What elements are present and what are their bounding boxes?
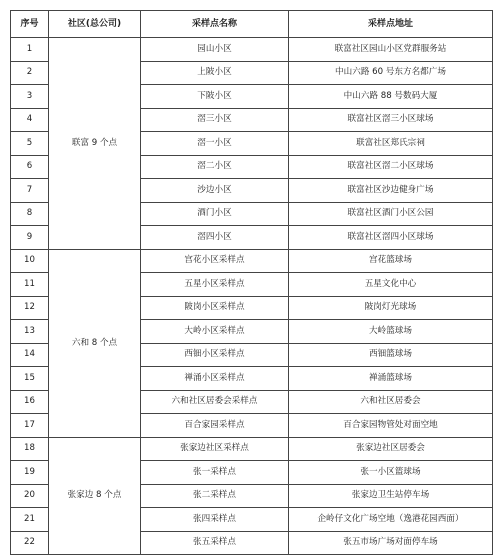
row-number: 22	[11, 531, 49, 555]
site-address: 企岭仔文化广场空地（逸港花园西面）	[289, 508, 493, 532]
row-number: 17	[11, 414, 49, 438]
site-name: 百合家园采样点	[141, 414, 289, 438]
site-name: 园山小区	[141, 38, 289, 62]
site-address: 西钿篮球场	[289, 343, 493, 367]
site-address: 张家边社区居委会	[289, 437, 493, 461]
row-number: 19	[11, 461, 49, 485]
site-address: 联富社区酒门小区公园	[289, 202, 493, 226]
site-address: 联富社区滘三小区球场	[289, 108, 493, 132]
community-cell: 六和 8 个点	[49, 249, 141, 437]
site-name: 六和社区居委会采样点	[141, 390, 289, 414]
site-name: 张家边社区采样点	[141, 437, 289, 461]
site-name: 西钿小区采样点	[141, 343, 289, 367]
row-number: 5	[11, 132, 49, 156]
site-name: 五星小区采样点	[141, 273, 289, 297]
row-number: 14	[11, 343, 49, 367]
row-number: 13	[11, 320, 49, 344]
site-name: 滘三小区	[141, 108, 289, 132]
site-name: 张四采样点	[141, 508, 289, 532]
table-header-row	[11, 11, 493, 38]
site-name: 酒门小区	[141, 202, 289, 226]
row-number: 12	[11, 296, 49, 320]
site-name: 沙边小区	[141, 179, 289, 203]
site-name: 张五采样点	[141, 531, 289, 555]
site-name: 张一采样点	[141, 461, 289, 485]
site-address: 张家边卫生站停车场	[289, 484, 493, 508]
header-community: 社区(总公司)	[49, 11, 141, 38]
site-address: 联富社区滘四小区球场	[289, 226, 493, 250]
table-row	[11, 437, 493, 461]
site-address: 大岭篮球场	[289, 320, 493, 344]
site-name: 陂岗小区采样点	[141, 296, 289, 320]
row-number: 20	[11, 484, 49, 508]
site-address: 六和社区居委会	[289, 390, 493, 414]
site-name: 禅涌小区采样点	[141, 367, 289, 391]
row-number: 18	[11, 437, 49, 461]
site-name: 张二采样点	[141, 484, 289, 508]
row-number: 15	[11, 367, 49, 391]
row-number: 8	[11, 202, 49, 226]
row-number: 10	[11, 249, 49, 273]
header-site-name: 采样点名称	[141, 11, 289, 38]
site-name: 大岭小区采样点	[141, 320, 289, 344]
site-name: 滘四小区	[141, 226, 289, 250]
site-address: 联富社区郑氏宗祠	[289, 132, 493, 156]
row-number: 4	[11, 108, 49, 132]
header-no: 序号	[11, 11, 49, 38]
site-name: 滘二小区	[141, 155, 289, 179]
site-address: 宫花篮球场	[289, 249, 493, 273]
site-name: 上陂小区	[141, 61, 289, 85]
site-address: 五星文化中心	[289, 273, 493, 297]
row-number: 6	[11, 155, 49, 179]
site-address: 陂岗灯光球场	[289, 296, 493, 320]
site-address: 中山六路 60 号东方名都广场	[289, 61, 493, 85]
site-address: 联富社区滘二小区球场	[289, 155, 493, 179]
row-number: 9	[11, 226, 49, 250]
row-number: 7	[11, 179, 49, 203]
site-address: 百合家园物管处对面空地	[289, 414, 493, 438]
site-address: 张一小区篮球场	[289, 461, 493, 485]
table-row	[11, 249, 493, 273]
row-number: 11	[11, 273, 49, 297]
table-body	[11, 38, 493, 555]
sampling-sites-table	[10, 10, 493, 555]
row-number: 1	[11, 38, 49, 62]
row-number: 21	[11, 508, 49, 532]
site-address: 中山六路 88 号数码大厦	[289, 85, 493, 109]
sampling-sites-table-container	[10, 10, 492, 555]
site-address: 联富社区园山小区党群服务站	[289, 38, 493, 62]
site-address: 禅涌篮球场	[289, 367, 493, 391]
site-name: 宫花小区采样点	[141, 249, 289, 273]
community-cell: 张家边 8 个点	[49, 437, 141, 555]
table-row	[11, 38, 493, 62]
header-site-address: 采样点地址	[289, 11, 493, 38]
community-cell: 联富 9 个点	[49, 38, 141, 250]
site-address: 张五市场广场对面停车场	[289, 531, 493, 555]
site-name: 下陂小区	[141, 85, 289, 109]
row-number: 16	[11, 390, 49, 414]
row-number: 3	[11, 85, 49, 109]
row-number: 2	[11, 61, 49, 85]
site-name: 滘一小区	[141, 132, 289, 156]
site-address: 联富社区沙边健身广场	[289, 179, 493, 203]
